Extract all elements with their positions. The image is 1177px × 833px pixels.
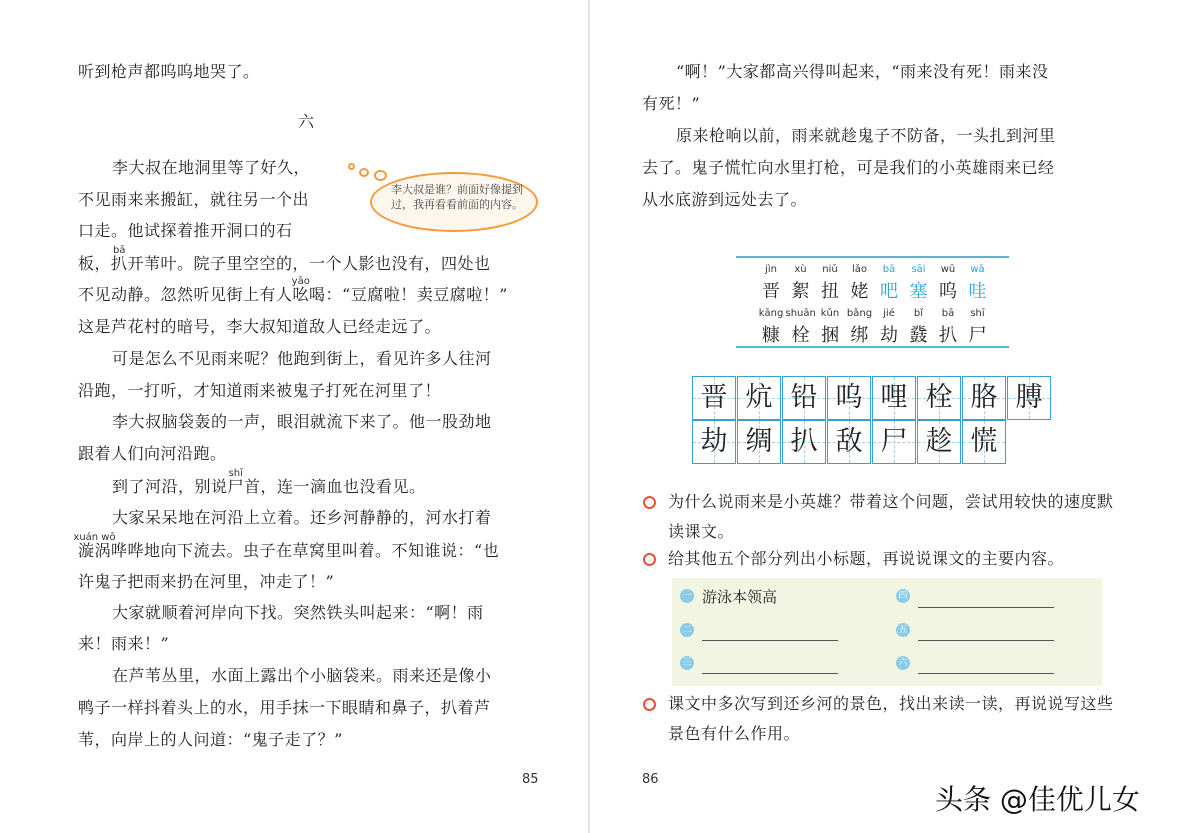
writing-grid-cell bbox=[692, 420, 736, 464]
text-fragment: 喝：“豆腐啦！卖豆腐啦！” bbox=[309, 285, 508, 304]
outline-number-badge: 四 bbox=[896, 589, 910, 603]
grid-character: 栓 bbox=[925, 382, 953, 413]
text-line: 这是芦花村的暗号，李大叔知道敌人已经走远了。 bbox=[78, 317, 442, 336]
grid-character: 劫 bbox=[700, 426, 728, 457]
pinyin-label: bā bbox=[882, 264, 896, 275]
pinyin-annotation: bā bbox=[113, 245, 126, 256]
pinyin-label: bǐ bbox=[913, 308, 924, 319]
text-line: 在芦苇丛里，水面上露出个小脑袋来。雨来还是像小 bbox=[112, 666, 492, 685]
grid-character: 绸 bbox=[745, 426, 773, 457]
pinyin-label: sāi bbox=[911, 264, 926, 275]
pinyin-table bbox=[736, 256, 1009, 348]
text-line: 沿跑，一打听，才知道雨来被鬼子打死在河里了！ bbox=[78, 381, 442, 400]
outline-number-badge: 五 bbox=[896, 623, 910, 637]
question-text: 课文中多次写到还乡河的景色，找出来读一读，再说说写这些 bbox=[668, 694, 1114, 713]
question-text: 给其他五个部分列出小标题，再说说课文的主要内容。 bbox=[668, 549, 1065, 568]
pinyin-annotation: yāo bbox=[291, 276, 310, 287]
outline-blank-line[interactable] bbox=[918, 639, 1054, 641]
text-line: 大家呆呆地在河沿上立着。还乡河静静的，河水打着 bbox=[112, 508, 492, 527]
grid-character: 炕 bbox=[745, 382, 773, 413]
outline-number-badge: 二 bbox=[680, 623, 694, 637]
text-fragment: 哗哗地向下流去。虫子在草窝里叫着。不知谁说：“也 bbox=[111, 541, 500, 560]
writing-grid-cell bbox=[872, 376, 916, 420]
pinyin-character: 吧 bbox=[880, 281, 898, 302]
text-line bbox=[112, 468, 426, 497]
grid-character: 扒 bbox=[790, 426, 818, 457]
text-line bbox=[73, 532, 500, 561]
writing-grid-cell bbox=[962, 376, 1006, 420]
question-text: 读课文。 bbox=[668, 522, 735, 541]
question-marker-icon bbox=[643, 698, 656, 711]
pinyin-label: bǎng bbox=[846, 308, 873, 319]
pinyin-character: 扒 bbox=[939, 325, 957, 346]
writing-grid-cell bbox=[962, 420, 1006, 464]
pinyin-label: shuān bbox=[785, 308, 816, 319]
pinyin-cell bbox=[933, 308, 963, 347]
pinyin-label: xù bbox=[794, 264, 807, 275]
ruby-base: 扒 bbox=[111, 254, 128, 273]
text-fragment: 板， bbox=[78, 254, 112, 273]
ruby-base: 尸 bbox=[227, 477, 245, 496]
outline-blank-line[interactable] bbox=[918, 606, 1054, 608]
pinyin-cell bbox=[756, 264, 786, 303]
pinyin-character: 捆 bbox=[821, 325, 839, 346]
writing-grid-cell bbox=[782, 420, 826, 464]
pinyin-cell bbox=[786, 308, 816, 347]
pinyin-cell bbox=[904, 264, 934, 303]
question-marker-icon bbox=[643, 496, 656, 509]
text-line: 李大叔脑袋轰的一声，眼泪就流下来了。他一股劲地 bbox=[112, 412, 492, 431]
text-line: 听到枪声都呜呜地哭了。 bbox=[78, 62, 260, 81]
writing-grid-cell bbox=[782, 376, 826, 420]
text-line: 大家就顺着河岸向下找。突然铁头叫起来：“啊！雨 bbox=[112, 603, 484, 622]
writing-grid-cell bbox=[917, 420, 961, 464]
ruby-word bbox=[111, 245, 128, 274]
question-text: 景色有什么作用。 bbox=[668, 724, 801, 743]
pinyin-label: jìn bbox=[765, 264, 777, 275]
text-line: “啊！”大家都高兴得叫起来，“雨来没有死！雨来没 bbox=[676, 62, 1049, 81]
grid-character: 趁 bbox=[925, 426, 953, 457]
text-line bbox=[78, 276, 508, 305]
thought-dot bbox=[348, 163, 355, 170]
outline-number-badge: 六 bbox=[896, 656, 910, 670]
pinyin-cell bbox=[963, 308, 993, 347]
outline-number-badge: 一 bbox=[680, 589, 694, 603]
pinyin-annotation: shī bbox=[228, 468, 243, 479]
pinyin-cell bbox=[756, 308, 786, 347]
pinyin-cell bbox=[845, 264, 875, 303]
writing-grid-cell bbox=[692, 376, 736, 420]
pinyin-cell bbox=[786, 264, 816, 303]
page-number: 85 bbox=[522, 772, 539, 787]
question-text: 为什么说雨来是小英雄？带着这个问题，尝试用较快的速度默 bbox=[668, 492, 1114, 511]
ruby-word bbox=[227, 468, 245, 497]
pinyin-label: niǔ bbox=[822, 264, 838, 275]
pinyin-character: 絮 bbox=[791, 281, 810, 302]
pinyin-annotation: xuán wō bbox=[73, 532, 116, 543]
writing-grid-cell bbox=[827, 420, 871, 464]
ruby-base: 漩涡 bbox=[78, 541, 112, 560]
text-fragment: 开苇叶。院子里空空的，一个人影也没有，四处也 bbox=[127, 254, 491, 273]
text-line: 原来枪响以前，雨来就趁鬼子不防备，一头扎到河里 bbox=[676, 126, 1056, 145]
pinyin-character: 栓 bbox=[791, 325, 810, 346]
pinyin-label: wū bbox=[940, 264, 956, 275]
pinyin-character: 尸 bbox=[968, 325, 987, 346]
pinyin-label: lǎo bbox=[851, 264, 868, 275]
text-line: 有死！” bbox=[642, 94, 701, 113]
pinyin-cell bbox=[874, 264, 904, 303]
grid-character: 铅 bbox=[790, 382, 818, 413]
pinyin-cell bbox=[815, 264, 845, 303]
outline-box bbox=[672, 578, 1102, 686]
text-fragment: 不见动静。忽然听见街上有人 bbox=[78, 285, 293, 304]
text-line: 口走。他试探着推开洞口的石 bbox=[78, 221, 293, 240]
bubble-note: 李大叔是谁？前面好像提到过，我再看看前面的内容。 bbox=[391, 183, 523, 211]
writing-grid-cell bbox=[917, 376, 961, 420]
pinyin-character: 塞 bbox=[909, 281, 928, 302]
text-line: 跟着人们向河沿跑。 bbox=[78, 444, 227, 463]
outline-number-badge: 三 bbox=[680, 656, 694, 670]
outline-item-label: 游泳本领高 bbox=[702, 588, 778, 606]
writing-grid-cell bbox=[737, 376, 781, 420]
outline-blank-line[interactable] bbox=[702, 639, 838, 641]
thought-dot bbox=[359, 168, 369, 177]
pinyin-label: shī bbox=[970, 308, 985, 319]
pinyin-character: 哇 bbox=[968, 281, 987, 302]
pinyin-cell bbox=[815, 308, 845, 347]
pinyin-character: 姥 bbox=[850, 281, 869, 302]
grid-character: 呜 bbox=[835, 382, 863, 413]
pinyin-label: wā bbox=[970, 264, 985, 275]
right-page bbox=[590, 0, 1177, 833]
pinyin-character: 绑 bbox=[850, 325, 869, 346]
pinyin-label: kāng bbox=[758, 308, 784, 319]
grid-character: 胳 bbox=[970, 382, 998, 413]
text-fragment: 首，连一滴血也没看见。 bbox=[244, 477, 426, 496]
text-line: 从水底游到远处去了。 bbox=[642, 190, 808, 209]
writing-grid-cell bbox=[737, 420, 781, 464]
ruby-word bbox=[291, 276, 310, 305]
text-line: 不见雨来来搬缸，就往另一个出 bbox=[78, 190, 310, 209]
text-line: 李大叔在地洞里等了好久， bbox=[112, 158, 311, 177]
section-heading: 六 bbox=[298, 112, 315, 131]
pinyin-character: 糠 bbox=[762, 325, 780, 346]
grid-character: 敌 bbox=[835, 426, 863, 457]
thought-bubble bbox=[370, 172, 538, 232]
text-fragment: 到了河沿，别说 bbox=[112, 477, 228, 496]
text-line: 苇，向岸上的人问道：“鬼子走了？” bbox=[78, 730, 343, 749]
pinyin-label: bā bbox=[941, 308, 955, 319]
grid-character: 尸 bbox=[880, 426, 908, 457]
text-line: 来！雨来！” bbox=[78, 634, 170, 653]
page-number: 86 bbox=[642, 772, 659, 787]
question-marker-icon bbox=[643, 553, 656, 566]
pinyin-character: 鼗 bbox=[909, 325, 928, 346]
grid-character: 哩 bbox=[880, 382, 908, 413]
outline-blank-line[interactable] bbox=[918, 672, 1054, 674]
pinyin-character: 呜 bbox=[939, 281, 957, 302]
writing-grid-cell bbox=[827, 376, 871, 420]
pinyin-cell bbox=[845, 308, 875, 347]
grid-character: 膊 bbox=[1015, 382, 1043, 413]
pinyin-cell bbox=[874, 308, 904, 347]
text-line bbox=[78, 245, 491, 274]
outline-blank-line[interactable] bbox=[702, 672, 838, 674]
text-line: 鸭子一样抖着头上的水，用手抹一下眼睛和鼻子，扒着芦 bbox=[78, 698, 491, 717]
left-page bbox=[0, 0, 588, 833]
pinyin-label: jié bbox=[883, 308, 895, 319]
grid-character: 晋 bbox=[700, 382, 728, 413]
thought-dot bbox=[374, 170, 387, 181]
writing-grid-cell bbox=[872, 420, 916, 464]
pinyin-cell bbox=[904, 308, 934, 347]
pinyin-cell bbox=[933, 264, 963, 303]
pinyin-cell bbox=[963, 264, 993, 303]
text-line: 许鬼子把雨来扔在河里，冲走了！” bbox=[78, 572, 335, 591]
writing-grid-cell bbox=[1007, 376, 1051, 420]
ruby-word bbox=[73, 532, 116, 561]
ruby-base: 吆 bbox=[292, 285, 310, 304]
pinyin-character: 劫 bbox=[880, 325, 898, 346]
pinyin-character: 扭 bbox=[821, 281, 839, 302]
pinyin-character: 晋 bbox=[762, 281, 780, 302]
pinyin-label: kǔn bbox=[820, 308, 840, 319]
watermark: 头条 @佳优儿女 bbox=[935, 783, 1140, 816]
text-line: 去了。鬼子慌忙向水里打枪，可是我们的小英雄雨来已经 bbox=[642, 158, 1055, 177]
text-line: 可是怎么不见雨来呢？他跑到街上，看见许多人往河 bbox=[112, 349, 492, 368]
grid-character: 慌 bbox=[970, 426, 998, 457]
